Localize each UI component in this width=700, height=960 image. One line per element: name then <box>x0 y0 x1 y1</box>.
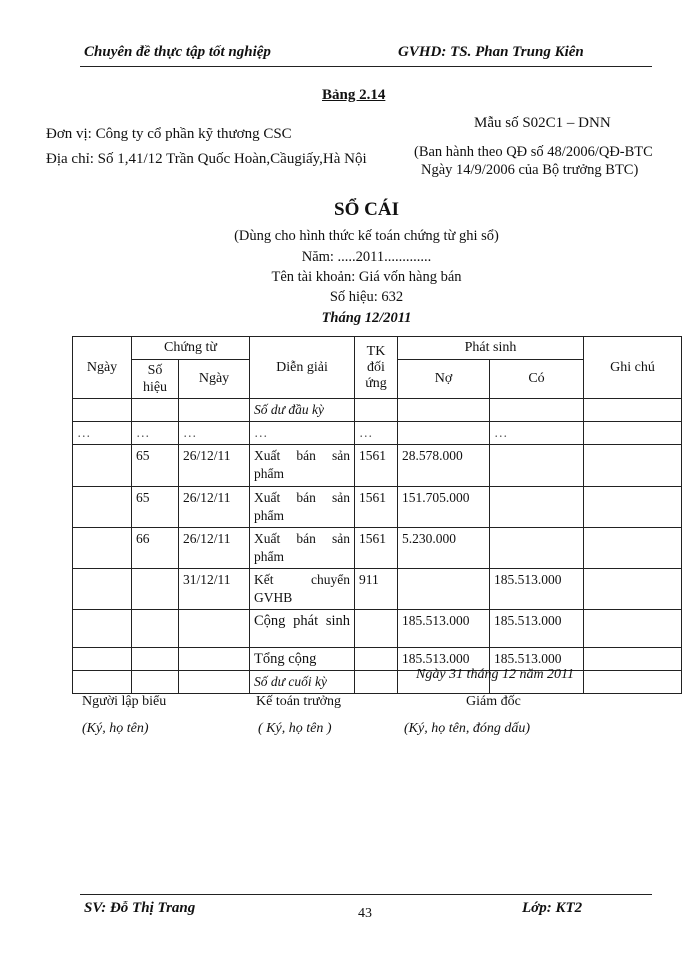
ellipsis-cell: … <box>179 422 250 445</box>
grand-total-row <box>73 648 682 671</box>
contra-account: 1561 <box>355 528 398 569</box>
voucher-no <box>132 569 179 610</box>
ellipsis-cell: … <box>73 422 132 445</box>
col-voucher-date-header: Ngày <box>179 360 250 399</box>
ellipsis-cell: … <box>250 422 355 445</box>
footer-rule <box>80 894 652 895</box>
footer-class: Lớp: KT2 <box>522 900 583 916</box>
col-date-header: Ngày <box>73 337 132 399</box>
form-issued-line2: Ngày 14/9/2006 của Bộ trưởng BTC) <box>421 162 639 178</box>
closing-balance-label: Số dư cuối kỳ <box>250 671 355 694</box>
grand-total-label: Tổng cộng <box>250 648 355 671</box>
voucher-date: 31/12/11 <box>179 569 250 610</box>
table-row <box>73 569 682 610</box>
account-number: Số hiệu: 632 <box>329 289 404 305</box>
ellipsis-row <box>73 422 682 445</box>
signature-chief-accountant-hint: ( Ký, họ tên ) <box>258 721 332 736</box>
signature-preparer-hint: (Ký, họ tên) <box>82 721 149 736</box>
debit-amount: 151.705.000 <box>398 487 490 528</box>
total-arising-row <box>73 610 682 648</box>
col-note-header: Ghi chú <box>584 337 682 399</box>
voucher-no: 65 <box>132 445 179 487</box>
account-name: Tên tài khoản: Giá vốn hàng bán <box>271 269 462 285</box>
ledger-subtitle: (Dùng cho hình thức kế toán chứng từ ghi sổ) <box>234 228 499 244</box>
ellipsis-cell: … <box>355 422 398 445</box>
date-line: Ngày 31 tháng 12 năm 2011 <box>416 667 575 682</box>
description: Xuất bán sản phẩm <box>250 528 355 569</box>
voucher-no: 65 <box>132 487 179 528</box>
col-voucher-header: Chứng từ <box>132 337 250 360</box>
credit-amount: 185.513.000 <box>490 569 584 610</box>
grand-total-credit: 185.513.000 <box>490 648 584 671</box>
total-arising-label: Cộng phát sinh <box>250 610 355 648</box>
page-number: 43 <box>358 906 372 921</box>
debit-amount: 5.230.000 <box>398 528 490 569</box>
debit-amount: 28.578.000 <box>398 445 490 487</box>
ledger-year: Năm: .....2011............. <box>301 249 432 265</box>
signature-chief-accountant-role: Kế toán trưởng <box>256 694 341 709</box>
credit-amount <box>490 445 584 487</box>
description: Xuất bán sản phẩm <box>250 487 355 528</box>
opening-balance-row <box>73 399 682 422</box>
table-caption: Bảng 2.14 <box>322 87 386 103</box>
form-issued-line1: (Ban hành theo QĐ số 48/2006/QĐ-BTC <box>414 144 653 160</box>
credit-amount <box>490 528 584 569</box>
col-debit-header: Nợ <box>398 360 490 399</box>
voucher-date: 26/12/11 <box>179 487 250 528</box>
header-left: Chuyên đề thực tập tốt nghiệp <box>84 44 271 60</box>
footer-student: SV: Đỗ Thị Trang <box>84 900 196 916</box>
unit-address: Địa chỉ: Số 1,41/12 Trần Quốc Hoàn,Cầugiấy,Hà Nội <box>46 151 367 167</box>
header-rule <box>80 66 652 67</box>
contra-account: 1561 <box>355 445 398 487</box>
table-row <box>73 487 682 528</box>
signature-director-role: Giám đốc <box>466 694 521 709</box>
grand-total-debit: 185.513.000 <box>398 648 490 671</box>
credit-amount <box>490 487 584 528</box>
col-voucher-no-header: Số hiệu <box>132 360 179 399</box>
opening-balance-label: Số dư đầu kỳ <box>250 399 355 422</box>
closing-balance-row <box>73 671 682 694</box>
ellipsis-cell: … <box>490 422 584 445</box>
contra-account: 1561 <box>355 487 398 528</box>
form-code: Mẫu số S02C1 – DNN <box>474 115 611 131</box>
signature-director-hint: (Ký, họ tên, đóng dấu) <box>404 721 530 736</box>
ledger-title: SỔ CÁI <box>334 199 399 220</box>
voucher-date: 26/12/11 <box>179 445 250 487</box>
description: Xuất bán sản phẩm <box>250 445 355 487</box>
total-arising-debit: 185.513.000 <box>398 610 490 648</box>
contra-account: 911 <box>355 569 398 610</box>
table-row <box>73 445 682 487</box>
col-account-header: TK đối ứng <box>355 337 398 399</box>
ellipsis-cell: … <box>132 422 179 445</box>
header-right: GVHD: TS. Phan Trung Kiên <box>398 44 584 60</box>
description: Kết chuyển GVHB <box>250 569 355 610</box>
voucher-no: 66 <box>132 528 179 569</box>
ledger-table <box>72 336 682 694</box>
debit-amount <box>398 569 490 610</box>
ledger-month: Tháng 12/2011 <box>321 310 412 326</box>
col-description-header: Diễn giải <box>250 337 355 399</box>
total-arising-credit: 185.513.000 <box>490 610 584 648</box>
table-row <box>73 528 682 569</box>
col-credit-header: Có <box>490 360 584 399</box>
col-arising-header: Phát sinh <box>398 337 584 360</box>
voucher-date: 26/12/11 <box>179 528 250 569</box>
unit-name: Đơn vị: Công ty cổ phần kỹ thương CSC <box>46 126 292 142</box>
signature-preparer-role: Người lập biểu <box>82 694 167 709</box>
